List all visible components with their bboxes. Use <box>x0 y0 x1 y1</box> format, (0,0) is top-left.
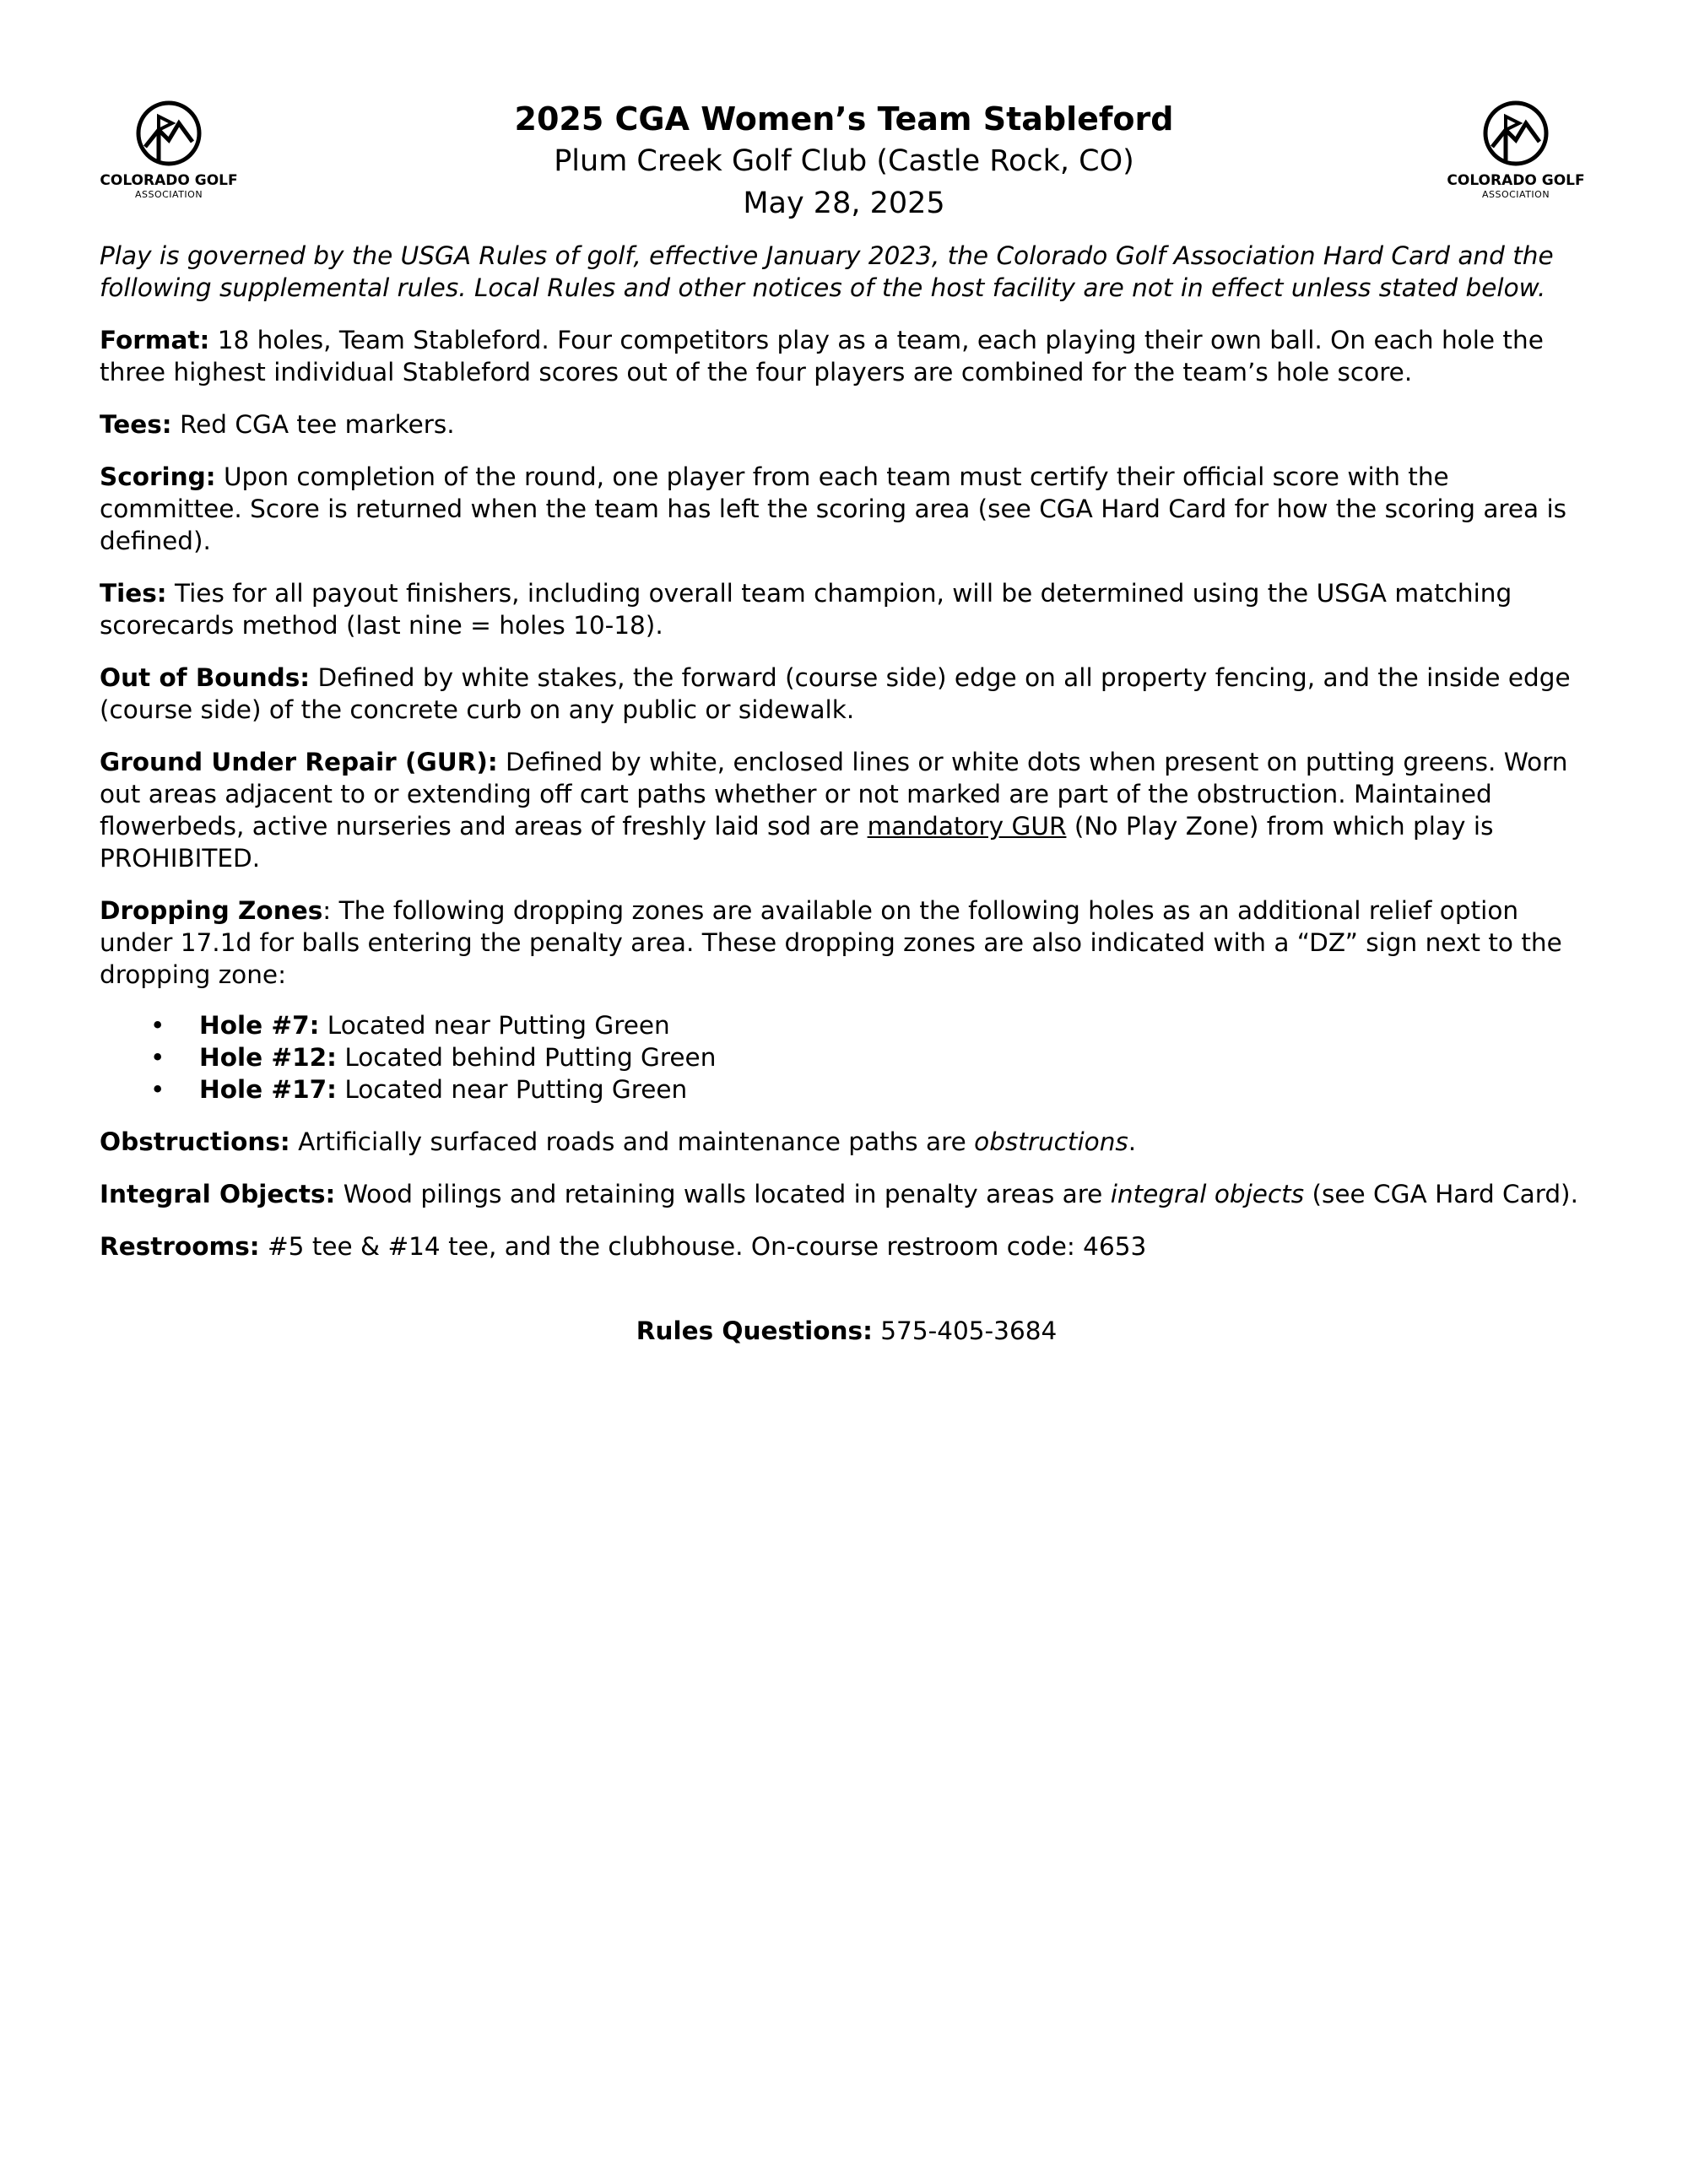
scoring-section <box>100 461 1593 557</box>
logo-name: COLORADO GOLF <box>1447 172 1585 189</box>
logo-name: COLORADO GOLF <box>100 172 238 189</box>
tees-section <box>100 408 1593 441</box>
zone-hole: Hole #7: <box>199 1011 320 1040</box>
zone-location: Located near Putting Green <box>327 1011 670 1040</box>
obstructions-label: Obstructions: <box>100 1127 290 1156</box>
gur-label: Ground Under Repair (GUR): <box>100 748 498 776</box>
dropping-zones-label: Dropping Zones <box>100 896 323 925</box>
format-label: Format: <box>100 326 210 354</box>
format-text: 18 holes, Team Stableford. Four competitors play as a team, each playing their own ball. On each hole the three highest individual Stableford scores out of the four players are combined for the team’s hole score. <box>100 326 1544 387</box>
gur-mandatory-text: mandatory GUR <box>867 812 1067 841</box>
bullet: • <box>150 1011 165 1040</box>
gur-section <box>100 746 1593 874</box>
obstructions-section <box>100 1126 1593 1158</box>
restrooms-label: Restrooms: <box>100 1232 260 1261</box>
out-of-bounds-section <box>100 662 1593 726</box>
integral-objects-label: Integral Objects: <box>100 1180 336 1208</box>
obstructions-text: Artificially surfaced roads and maintenance paths are <box>298 1127 966 1156</box>
rules-questions-phone: 575-405-3684 <box>880 1316 1058 1345</box>
dropping-zones-list <box>100 1009 1593 1106</box>
intro-paragraph: Play is governed by the USGA Rules of golf, effective January 2023, the Colorado Golf Association Hard Card and the following supplemental rules. Local Rules and other notices of the host facility are not in effect unless stated below. <box>100 241 1554 302</box>
rules-questions-label: Rules Questions: <box>636 1316 873 1345</box>
list-item <box>100 1041 1593 1073</box>
restrooms-section <box>100 1230 1593 1262</box>
document-title: 2025 CGA Women’s Team Stableford <box>514 100 1174 138</box>
document-header <box>338 98 1350 224</box>
integral-objects-section <box>100 1178 1593 1210</box>
logo-subtitle: ASSOCIATION <box>1481 189 1550 200</box>
zone-location: Located behind Putting Green <box>344 1043 717 1072</box>
rules-content <box>100 240 1593 1367</box>
list-item <box>100 1009 1593 1041</box>
cga-logo-left <box>93 98 245 208</box>
tees-text: Red CGA tee markers. <box>179 410 455 439</box>
event-date: May 28, 2025 <box>743 187 945 220</box>
logo-subtitle: ASSOCIATION <box>134 189 203 200</box>
restrooms-text: #5 tee & #14 tee, and the clubhouse. On-course restroom code: 4653 <box>267 1232 1147 1261</box>
list-item <box>100 1073 1593 1106</box>
bullet: • <box>150 1075 165 1104</box>
zone-hole: Hole #12: <box>199 1043 337 1072</box>
zone-hole: Hole #17: <box>199 1075 337 1104</box>
bullet: • <box>150 1043 165 1072</box>
obstructions-text-after: . <box>1128 1127 1137 1156</box>
venue: Plum Creek Golf Club (Castle Rock, CO) <box>554 144 1134 178</box>
out-of-bounds-label: Out of Bounds: <box>100 663 311 692</box>
mountain-flag-icon <box>133 98 204 169</box>
gur-text-after: (No Play Zone) from which play is PROHIBITED. <box>100 812 1494 873</box>
obstructions-italic: obstructions <box>974 1127 1128 1156</box>
ties-text: Ties for all payout finishers, including overall team champion, will be determined using the USGA matching scorecards method (last nine = holes 10-18). <box>100 579 1512 640</box>
out-of-bounds-text: Defined by white stakes, the forward (course side) edge on all property fencing, and the inside edge (course side) of the concrete curb on any public or sidewalk. <box>100 663 1571 724</box>
dropping-zones-text: : The following dropping zones are available on the following holes as an additional relief option under 17.1d for balls entering the penalty area. These dropping zones are also indicated with a “DZ” sign next to the dropping zone: <box>100 896 1562 989</box>
integral-objects-text-after: (see CGA Hard Card). <box>1312 1180 1578 1208</box>
integral-objects-italic: integral objects <box>1110 1180 1305 1208</box>
integral-objects-text: Wood pilings and retaining walls located in penalty areas are <box>343 1180 1103 1208</box>
scoring-text: Upon completion of the round, one player from each team must certify their official score with the committee. Score is returned when the team has left the scoring area (see CGA Hard Card for how the scoring area is defined). <box>100 462 1567 555</box>
ties-label: Ties: <box>100 579 167 608</box>
cga-logo-right <box>1440 98 1592 208</box>
format-section <box>100 324 1593 388</box>
mountain-flag-icon <box>1480 98 1551 169</box>
scoring-label: Scoring: <box>100 462 216 491</box>
rules-questions <box>100 1315 1593 1347</box>
ties-section <box>100 577 1593 641</box>
tees-label: Tees: <box>100 410 172 439</box>
gur-text: Defined by white, enclosed lines or white dots when present on putting greens. Worn out areas adjacent to or extending off cart paths whether or not marked are part of the obstruction. Maintained flowerbeds, active nurseries and areas of freshly laid sod are <box>100 748 1568 841</box>
zone-location: Located near Putting Green <box>344 1075 688 1104</box>
dropping-zones-section <box>100 895 1593 991</box>
